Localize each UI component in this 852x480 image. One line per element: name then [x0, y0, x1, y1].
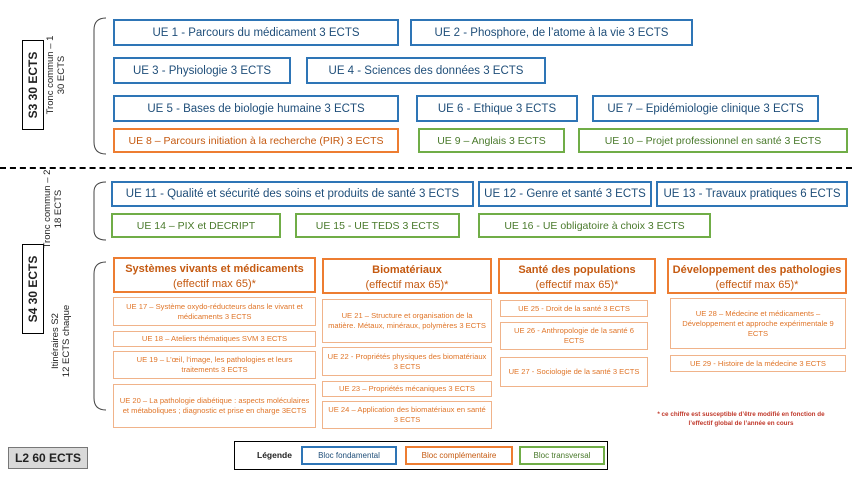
ue19-box [113, 351, 316, 379]
ue11-label: UE 11 - Qualité et sécurité des soins et produits de santé 3 ECTS [125, 188, 460, 200]
ue8-box [113, 128, 399, 153]
ue12-box [478, 181, 652, 207]
itineraire-svm-header [113, 257, 316, 293]
ue2-label: UE 2 - Phosphore, de l’atome à la vie 3 ECTS [434, 26, 669, 39]
ue1-label: UE 1 - Parcours du médicament 3 ECTS [152, 26, 360, 39]
tronc-commun-1-label [45, 25, 67, 125]
ue25-box [500, 300, 648, 317]
ue29-label: UE 29 - Histoire de la médecine 3 ECTS [690, 358, 826, 368]
tronc-commun-2-line2: 18 ECTS [53, 189, 64, 229]
tronc-commun-1-line2: 30 ECTS [56, 55, 67, 95]
legend-fondamental-label: Bloc fondamental [318, 451, 380, 460]
ue22-box [322, 347, 492, 376]
itineraire-sante-populations-subtitle: (effectif max 65)* [535, 279, 619, 291]
ue5-label: UE 5 - Bases de biologie humaine 3 ECTS [147, 102, 365, 115]
itineraire-pathologies-header [667, 258, 847, 294]
ue17-box [113, 297, 316, 326]
ue7-label: UE 7 – Epidémiologie clinique 3 ECTS [607, 102, 804, 115]
itineraire-svm-subtitle: (effectif max 65)* [173, 278, 256, 290]
ue14-box [111, 213, 281, 238]
ue5-box [113, 95, 399, 122]
tronc-commun-2-label [42, 164, 64, 254]
legend-fondamental [301, 446, 397, 465]
ue26-label: UE 26 - Anthropologie de la santé 6 ECTS [514, 326, 634, 345]
ue27-label: UE 27 - Sociologie de la santé 3 ECTS [508, 367, 640, 376]
ue29-box [670, 355, 846, 372]
itineraire-biomateriaux-title: Biomatériaux [372, 264, 442, 276]
ue10-box [578, 128, 848, 153]
ue13-label: UE 13 - Travaux pratiques 6 ECTS [663, 188, 841, 200]
ue21-box [322, 299, 492, 343]
legend-title: Légende [257, 450, 292, 460]
s3-label: S3 30 ECTS [22, 40, 44, 130]
semester-separator [0, 167, 852, 169]
ue23-label: UE 23 – Propriétés mécaniques 3 ECTS [339, 384, 475, 393]
ue27-box [500, 357, 648, 387]
ue4-label: UE 4 - Sciences des données 3 ECTS [328, 64, 524, 77]
ue6-label: UE 6 - Ethique 3 ECTS [437, 102, 557, 115]
itineraire-sante-populations-header [498, 258, 656, 294]
itineraire-pathologies-title: Développement des pathologies [672, 264, 842, 276]
ue28-box [670, 298, 846, 349]
ue28-label: UE 28 – Médecine et médicaments – Développement et approche expérimentale 9 ECTS [682, 308, 834, 338]
ue6-box [416, 95, 578, 122]
ue8-label: UE 8 – Parcours initiation à la recherche (PIR) 3 ECTS [128, 134, 384, 147]
ue1-box [113, 19, 399, 46]
ue20-label: UE 20 – La pathologie diabétique : aspects moléculaires et métaboliques ; diagnostic et prise en charge 3ECTS [119, 396, 310, 415]
ue18-label: UE 18 – Ateliers thématiques SVM 3 ECTS [141, 334, 288, 343]
ue13-box [656, 181, 848, 207]
legend-transversal-label: Bloc transversal [533, 451, 591, 460]
legend-complementaire-label: Bloc complémentaire [421, 451, 497, 460]
ue14-label: UE 14 – PIX et DECRIPT [136, 219, 256, 232]
tronc-commun-1-line1: Tronc commun – 1 [45, 35, 56, 115]
itineraires-line1: Itinéraires S2 [50, 313, 61, 369]
capacity-note: * ce chiffre est susceptible d’être modifié en fonction de l’effectif global de l’année en cours [657, 411, 825, 427]
ue9-box [418, 128, 565, 153]
itineraire-svm-title: Systèmes vivants et médicaments [125, 263, 304, 275]
s4-label: S4 30 ECTS [22, 244, 44, 334]
ue23-box [322, 381, 492, 397]
ue15-box [295, 213, 460, 238]
ue24-label: UE 24 – Application des biomatériaux en santé 3 ECTS [328, 405, 486, 424]
ue12-label: UE 12 - Genre et santé 3 ECTS [484, 188, 646, 200]
ue19-label: UE 19 – L’œil, l’image, les pathologies et leurs traitements 3 ECTS [136, 355, 293, 374]
s3-bracket [88, 16, 108, 156]
ue7-box [592, 95, 819, 122]
ue17-label: UE 17 – Système oxydo-réducteurs dans le vivant et médicaments 3 ECTS [126, 301, 303, 321]
ue2-box [410, 19, 693, 46]
legend-transversal [519, 446, 605, 465]
tronc-commun-2-line1: Tronc commun – 2 [42, 169, 53, 249]
ue21-label: UE 21 – Structure et organisation de la matière. Métaux, minéraux, polymères 3 ECTS [328, 311, 486, 330]
l2-total-box [8, 447, 88, 469]
ue3-label: UE 3 - Physiologie 3 ECTS [132, 64, 272, 77]
itineraire-pathologies-subtitle: (effectif max 65)* [715, 279, 799, 291]
ue10-label: UE 10 – Projet professionnel en santé 3 ECTS [604, 134, 822, 147]
ue16-label: UE 16 - UE obligatoire à choix 3 ECTS [504, 219, 685, 232]
itineraires-bracket [88, 260, 108, 412]
ue9-label: UE 9 – Anglais 3 ECTS [437, 134, 546, 147]
ue16-box [478, 213, 711, 238]
ue22-label: UE 22 - Propriétés physiques des biomatériaux 3 ECTS [327, 351, 487, 371]
itineraire-sante-populations-title: Santé des populations [518, 264, 636, 276]
ue25-label: UE 25 - Droit de la santé 3 ECTS [518, 303, 630, 313]
itineraire-biomateriaux-header [322, 258, 492, 294]
itineraire-biomateriaux-subtitle: (effectif max 65)* [365, 279, 449, 291]
legend [234, 441, 608, 470]
ue3-box [113, 57, 291, 84]
ue20-box [113, 384, 316, 428]
ue4-box [306, 57, 546, 84]
ue15-label: UE 15 - UE TEDS 3 ECTS [315, 219, 440, 232]
ue26-box [500, 322, 648, 350]
itineraires-label [50, 286, 72, 396]
ue11-box [111, 181, 474, 207]
itineraires-line2: 12 ECTS chaque [61, 304, 72, 378]
legend-complementaire [405, 446, 513, 465]
ue18-box [113, 331, 316, 347]
l2-total-label: L2 60 ECTS [14, 451, 82, 465]
ue24-box [322, 401, 492, 429]
s4-tronc-bracket [88, 180, 108, 242]
